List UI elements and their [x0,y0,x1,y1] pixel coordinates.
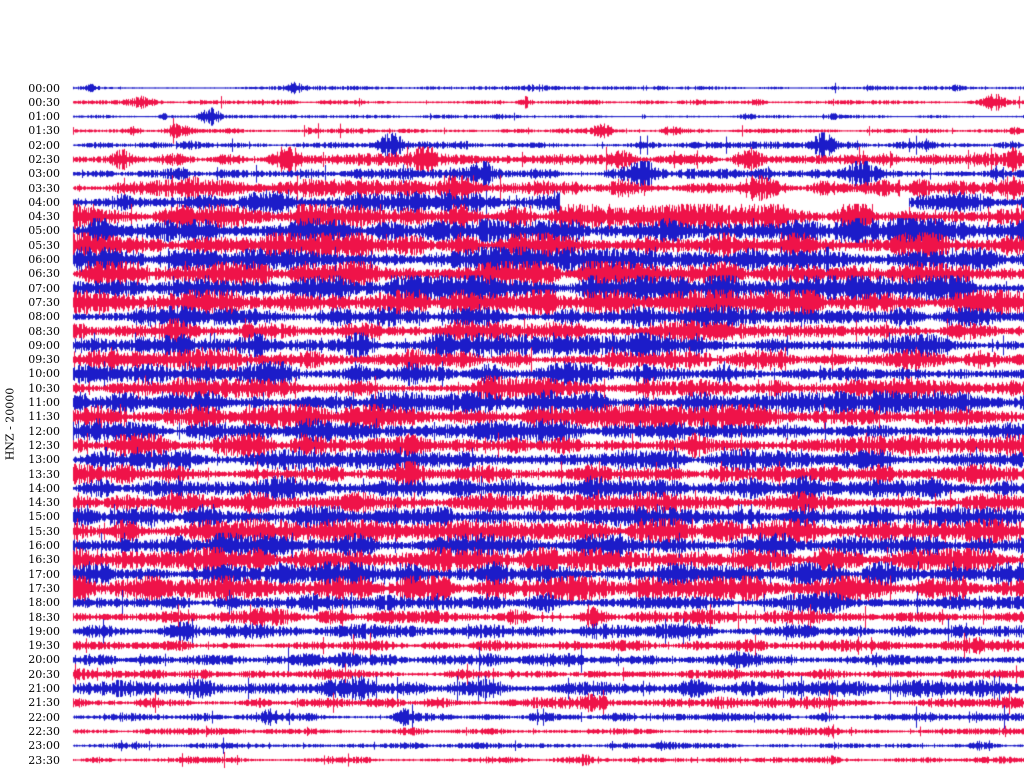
time-label-0300: 03:00 [28,167,60,181]
time-label-1000: 10:00 [28,367,60,381]
time-label-1930: 19:30 [28,639,60,653]
time-label-0400: 04:00 [28,195,60,209]
time-label-1800: 18:00 [28,596,60,610]
time-label-1200: 12:00 [28,424,60,438]
time-label-0600: 06:00 [28,253,60,267]
time-label-1730: 17:30 [28,581,60,595]
time-label-2000: 20:00 [28,653,60,667]
time-label-1400: 14:00 [28,481,60,495]
time-label-0230: 02:30 [28,152,60,166]
time-label-0330: 03:30 [28,181,60,195]
time-label-1430: 14:30 [28,496,60,510]
time-label-1530: 15:30 [28,524,60,538]
time-label-0200: 02:00 [28,138,60,152]
time-label-0000: 00:00 [28,81,60,95]
time-label-0630: 06:30 [28,267,60,281]
time-label-2230: 22:30 [28,724,60,738]
time-label-0700: 07:00 [28,281,60,295]
time-label-2100: 21:00 [28,682,60,695]
time-label-1130: 11:30 [28,410,60,424]
time-label-0130: 01:30 [28,124,60,138]
time-label-0100: 01:00 [28,110,60,124]
time-label-0500: 05:00 [28,224,60,238]
time-label-1330: 13:30 [28,467,60,481]
time-label-1500: 15:00 [28,510,60,524]
time-label-0900: 09:00 [28,338,60,352]
time-label-2330: 23:30 [28,753,60,767]
time-label-2300: 23:00 [28,739,60,753]
time-label-1830: 18:30 [28,610,60,624]
channel-axis-label: HNZ - 20000 [3,387,17,461]
time-label-0530: 05:30 [28,238,60,252]
time-label-0830: 08:30 [28,324,60,338]
time-label-1900: 19:00 [28,624,60,638]
time-label-2130: 21:30 [28,696,60,710]
time-label-1630: 16:30 [28,553,60,567]
time-label-1600: 16:00 [28,539,60,553]
time-label-1700: 17:00 [28,567,60,581]
time-label-0430: 04:30 [28,210,60,224]
time-label-1030: 10:30 [28,381,60,395]
time-label-0030: 00:30 [28,95,60,109]
time-label-1100: 11:00 [28,396,60,410]
time-label-2030: 20:30 [28,667,60,681]
time-label-1300: 13:00 [28,453,60,467]
time-label-0800: 08:00 [28,310,60,324]
time-label-0730: 07:30 [28,295,60,309]
time-label-2200: 22:00 [28,710,60,724]
time-label-0930: 09:30 [28,353,60,367]
time-label-1230: 12:30 [28,438,60,452]
